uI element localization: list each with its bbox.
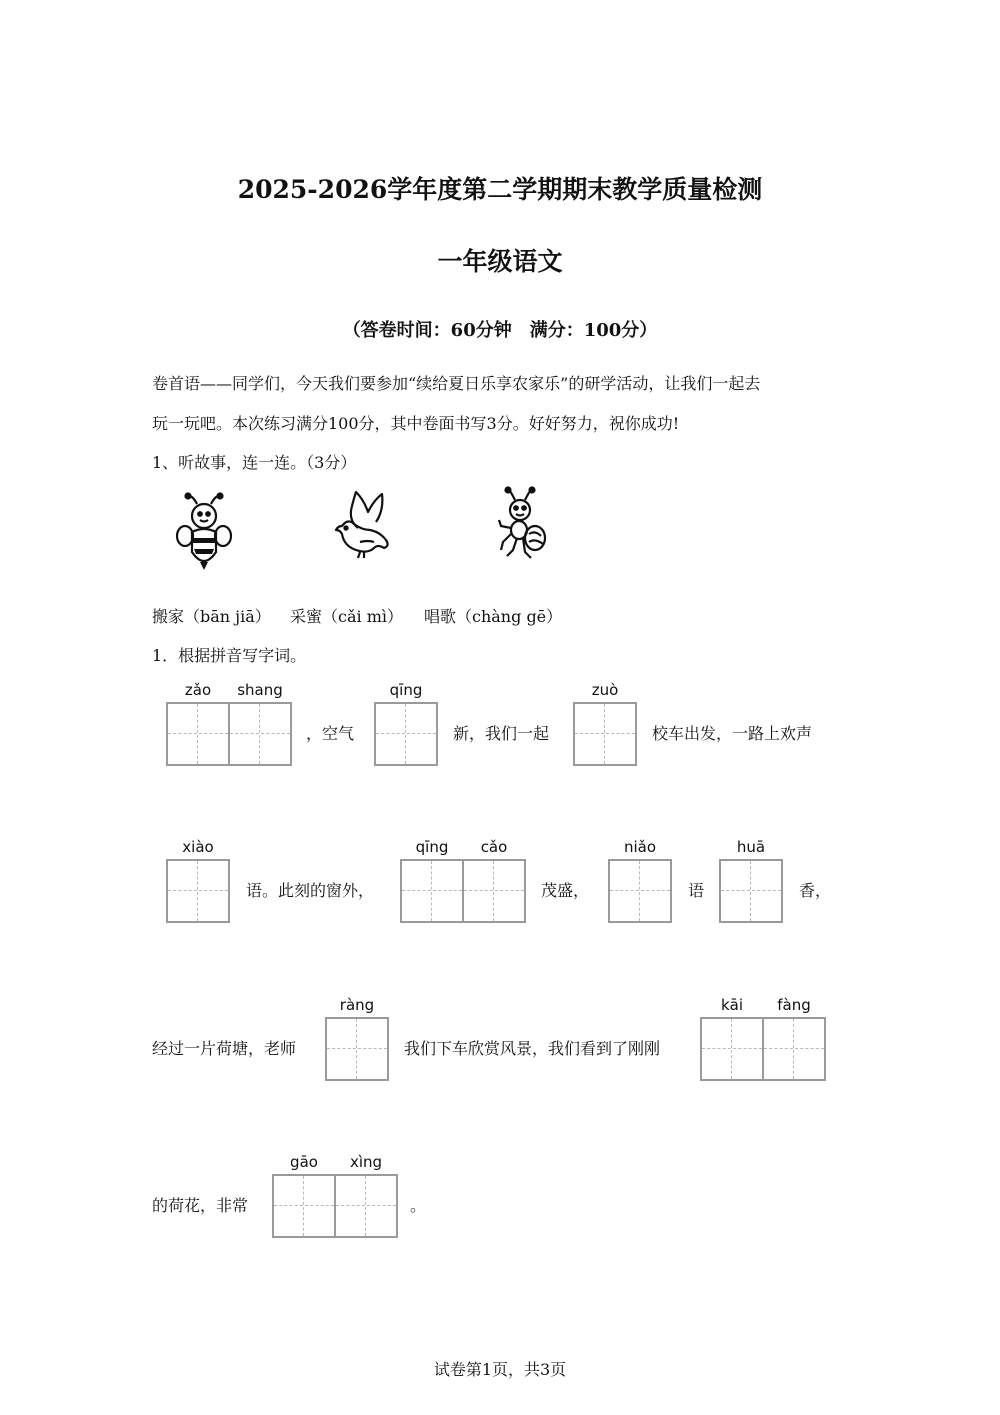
sentence-text: 语。此刻的窗外， xyxy=(246,881,375,900)
bird-icon xyxy=(334,490,396,562)
question-1-title: 1、听故事，连一连。（3分） xyxy=(152,453,357,472)
pinyin-rang: ràng xyxy=(339,996,375,1014)
writing-box-zao[interactable] xyxy=(166,702,230,766)
sentence-text: 的荷花，非常 xyxy=(152,1196,249,1215)
pinyin-fang: fàng xyxy=(777,996,811,1014)
sentence-text: 我们下车欣赏风景，我们看到了刚刚 xyxy=(404,1039,661,1058)
pinyin-gao: gāo xyxy=(290,1153,318,1171)
writing-box-niao[interactable] xyxy=(608,859,672,923)
sentence-text: 经过一片荷塘，老师 xyxy=(152,1039,297,1058)
pinyin-xing: xìng xyxy=(349,1153,383,1171)
intro-line-2: 玩一玩吧。本次练习满分100分，其中卷面书写3分。好好努力，祝你成功! xyxy=(152,414,680,433)
sentence-text: 茂盛， xyxy=(541,881,590,900)
word-move-house: 搬家（bān jiā） xyxy=(152,607,271,626)
sentence-text: 新，我们一起 xyxy=(453,724,550,743)
pinyin-xiao: xiào xyxy=(182,838,214,856)
pinyin-shang: shang xyxy=(237,681,283,699)
writing-box-gao[interactable] xyxy=(272,1174,336,1238)
page-footer: 试卷第1页，共3页 xyxy=(433,1360,567,1379)
pinyin-cao: cǎo xyxy=(480,838,508,856)
subject-title: 一年级语文 xyxy=(437,247,563,276)
writing-box-shang[interactable] xyxy=(230,702,292,766)
pinyin-qing-2: qīng xyxy=(415,838,449,856)
pinyin-zao: zǎo xyxy=(184,681,212,699)
pinyin-qing: qīng xyxy=(389,681,423,699)
writing-box-rang[interactable] xyxy=(325,1017,389,1081)
writing-box-xiao[interactable] xyxy=(166,859,230,923)
pinyin-niao: niǎo xyxy=(623,838,657,856)
pinyin-hua: huā xyxy=(736,838,766,856)
pinyin-zuo: zuò xyxy=(591,681,619,699)
word-sing: 唱歌（chàng gē） xyxy=(424,607,563,626)
page-title: 2025-2026学年度第二学期期末教学质量检测 xyxy=(237,175,763,204)
writing-box-xing[interactable] xyxy=(336,1174,398,1238)
word-collect-honey: 采蜜（cǎi mì） xyxy=(290,607,403,626)
writing-box-kai[interactable] xyxy=(700,1017,764,1081)
bee-icon xyxy=(175,492,233,574)
writing-box-zuo[interactable] xyxy=(573,702,637,766)
exam-time-info: （答卷时间：60分钟 满分：100分） xyxy=(342,320,658,341)
sentence-text: 语 xyxy=(688,881,705,900)
sentence-text: 校车出发，一路上欢声 xyxy=(652,724,813,743)
intro-line-1: 卷首语——同学们，今天我们要参加“续给夏日乐享农家乐”的研学活动，让我们一起去 xyxy=(152,374,761,393)
sentence-text: 。 xyxy=(410,1196,427,1215)
sentence-text: 香， xyxy=(799,881,832,900)
writing-box-hua[interactable] xyxy=(719,859,783,923)
sentence-text: ，空气 xyxy=(306,724,355,743)
writing-box-cao[interactable] xyxy=(464,859,526,923)
question-2-title: 1．根据拼音写字词。 xyxy=(152,646,307,665)
ant-icon xyxy=(495,486,551,568)
writing-box-qing[interactable] xyxy=(374,702,438,766)
writing-box-fang[interactable] xyxy=(764,1017,826,1081)
pinyin-kai: kāi xyxy=(720,996,744,1014)
writing-box-qing-2[interactable] xyxy=(400,859,464,923)
